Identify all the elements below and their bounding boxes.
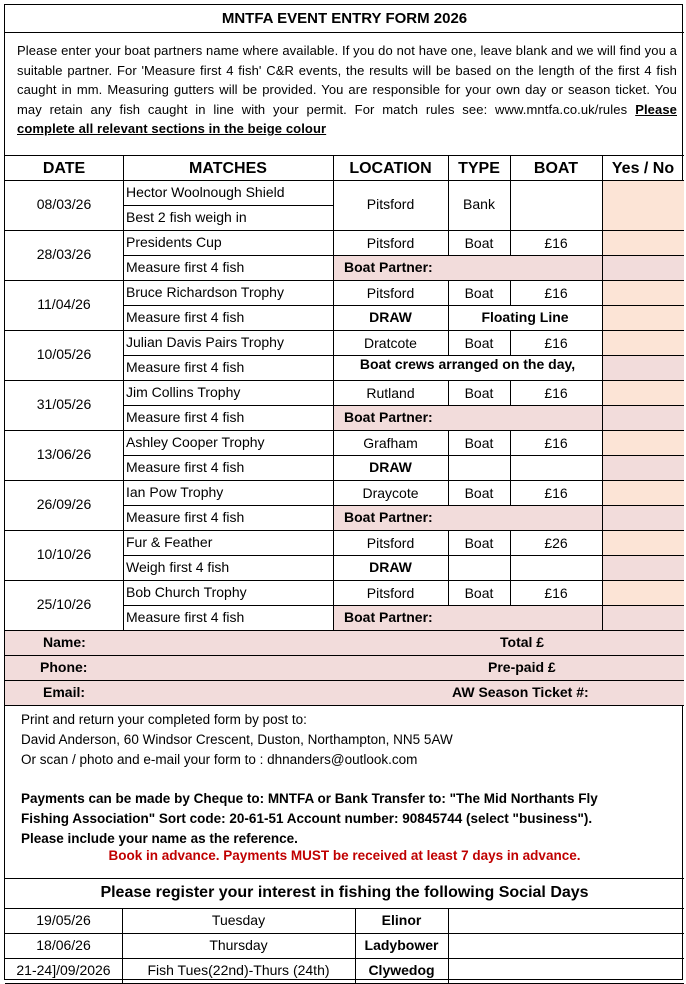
divider <box>123 280 124 330</box>
divider <box>5 430 684 431</box>
divider <box>448 155 449 180</box>
floating-line-label: Floating Line <box>481 309 569 325</box>
divider <box>333 280 334 330</box>
event-location: Rutland <box>366 385 415 401</box>
event-type: Boat <box>464 535 494 551</box>
divider <box>5 230 684 231</box>
divider <box>333 230 334 280</box>
crew-note: Boat crews arranged on the day, <box>359 356 576 372</box>
event-boat-price: £16 <box>544 335 568 351</box>
divider <box>602 155 603 180</box>
event-type: Boat <box>464 335 494 351</box>
event-boat-price: £16 <box>544 285 568 301</box>
divider <box>123 480 124 530</box>
divider <box>448 380 449 405</box>
event-format: Measure first 4 fish <box>126 259 245 275</box>
yes-no-cell[interactable] <box>603 281 684 305</box>
total-field[interactable]: Total £ <box>500 634 545 650</box>
divider <box>5 705 684 706</box>
yes-no-cell[interactable] <box>603 356 684 380</box>
divider <box>5 180 684 181</box>
draw-label: DRAW <box>369 559 412 575</box>
header-type: TYPE <box>458 160 500 177</box>
event-date: 28/03/26 <box>36 246 92 262</box>
divider <box>123 530 124 580</box>
payment-warning: Book in advance. Payments MUST be received at least 7 days in advance. <box>108 848 581 863</box>
social-venue: Clywedog <box>368 962 435 978</box>
event-date: 31/05/26 <box>36 396 92 412</box>
divider <box>123 305 684 306</box>
divider <box>333 180 334 230</box>
name-field[interactable]: Name: <box>43 634 86 650</box>
divider <box>355 958 356 983</box>
boat-partner-label: Boat Partner: <box>344 609 433 625</box>
event-name: Ian Pow Trophy <box>126 484 224 500</box>
divider <box>5 32 684 33</box>
divider <box>602 380 603 430</box>
divider <box>510 530 511 580</box>
divider <box>5 630 684 631</box>
event-name: Hector Woolnough Shield <box>126 184 285 200</box>
social-venue: Ladybower <box>364 937 439 953</box>
event-location: Pitsford <box>366 535 415 551</box>
divider <box>510 180 511 230</box>
social-day: Tuesday <box>211 912 266 928</box>
event-format: Measure first 4 fish <box>126 509 245 525</box>
divider <box>602 180 603 230</box>
event-format: Measure first 4 fish <box>126 609 245 625</box>
event-boat-price: £16 <box>544 235 568 251</box>
divider <box>122 933 123 958</box>
event-location: Pitsford <box>366 585 415 601</box>
divider <box>333 580 334 630</box>
event-date: 10/10/26 <box>36 546 92 562</box>
postal-instructions <box>21 710 453 770</box>
divider <box>333 530 334 580</box>
divider <box>602 430 603 480</box>
event-name: Julian Davis Pairs Trophy <box>126 334 284 350</box>
event-location: Pitsford <box>366 285 415 301</box>
divider <box>448 280 449 330</box>
divider <box>602 480 603 530</box>
event-boat-price: £16 <box>544 585 568 601</box>
entry-form <box>4 4 683 980</box>
event-name: Ashley Cooper Trophy <box>126 434 265 450</box>
divider <box>123 355 684 356</box>
divider <box>510 380 511 405</box>
divider <box>602 580 603 630</box>
yes-no-cell[interactable] <box>603 581 684 605</box>
divider <box>5 480 684 481</box>
divider <box>123 205 333 206</box>
divider <box>5 530 684 531</box>
form-title: MNTFA EVENT ENTRY FORM 2026 <box>221 10 468 27</box>
yes-no-cell[interactable] <box>603 381 684 405</box>
social-interest-cell[interactable] <box>449 959 683 983</box>
header-boat: BOAT <box>533 160 579 177</box>
event-name: Jim Collins Trophy <box>126 384 241 400</box>
event-type: Boat <box>464 235 494 251</box>
event-location: Dratcote <box>364 335 417 351</box>
yes-no-cell[interactable] <box>603 331 684 355</box>
event-date: 26/09/26 <box>36 496 92 512</box>
divider <box>5 680 684 681</box>
divider <box>448 933 449 958</box>
event-location: Pitsford <box>366 235 415 251</box>
header-matches: MATCHES <box>189 160 267 177</box>
header-yes-no: Yes / No <box>611 160 675 177</box>
yes-no-cell[interactable] <box>603 181 684 230</box>
divider <box>5 380 684 381</box>
boat-partner-label: Boat Partner: <box>344 259 433 275</box>
divider <box>123 405 684 406</box>
event-format: Measure first 4 fish <box>126 309 245 325</box>
divider <box>123 555 684 556</box>
divider <box>122 908 123 933</box>
divider <box>123 230 124 280</box>
event-date: 10/05/26 <box>36 346 92 362</box>
event-date: 08/03/26 <box>36 196 92 212</box>
header-location: LOCATION <box>349 160 432 177</box>
event-format: Weigh first 4 fish <box>126 559 230 575</box>
divider <box>123 505 684 506</box>
event-location: Grafham <box>363 435 418 451</box>
payment-line: Please include your name as the reference. <box>21 831 298 846</box>
email-instruction: Or scan / photo and e-mail your form to : dhnanders@outlook.com <box>21 752 418 767</box>
payment-line: Fishing Association" Sort code: 20-61-51 Account number: 90845744 (select "business"). <box>21 811 593 826</box>
yes-no-cell[interactable] <box>603 431 684 455</box>
event-boat-price: £16 <box>544 485 568 501</box>
event-name: Fur & Feather <box>126 534 213 550</box>
divider <box>448 530 449 580</box>
prepaid-field[interactable]: Pre-paid £ <box>488 659 556 675</box>
divider <box>355 908 356 933</box>
event-date: 25/10/26 <box>36 596 92 612</box>
divider <box>448 958 449 983</box>
yes-no-cell[interactable] <box>603 231 684 255</box>
divider <box>448 330 449 355</box>
payment-line: Payments can be made by Cheque to: MNTFA or Bank Transfer to: "The Mid Northants Fly <box>21 791 598 806</box>
social-day: Thursday <box>209 937 268 953</box>
event-type: Boat <box>464 585 494 601</box>
intro-paragraph: Please enter your boat partners name where available. If you do not have one, leave blank and we will find you a suitable partner. For 'Measure first 4 fish' C&R events, the results will be based on the length of the first 4 fish caught in mm. Measuring gutters will be provided. You are responsible for your own day or season ticket. You may retain any fish caught in line with your permit. For match rules see: www.mntfa.co.uk/rules <box>17 43 677 117</box>
divider <box>123 180 124 230</box>
social-interest-cell[interactable] <box>449 909 683 933</box>
social-venue: Elinor <box>381 912 422 928</box>
event-location: Draycote <box>362 485 419 501</box>
divider <box>448 480 449 505</box>
event-name: Bob Church Trophy <box>126 584 247 600</box>
divider <box>123 155 124 180</box>
social-interest-cell[interactable] <box>449 934 683 958</box>
boat-partner-label: Boat Partner: <box>344 509 433 525</box>
divider <box>123 430 124 480</box>
event-type: Bank <box>463 196 495 212</box>
social-date: 21-24]/09/2026 <box>16 962 111 978</box>
divider <box>123 455 684 456</box>
divider <box>510 430 511 480</box>
divider <box>333 330 334 380</box>
event-name: Presidents Cup <box>126 234 222 250</box>
instruction-text: Please complete all relevant sections in the beige colour <box>17 101 677 136</box>
divider <box>448 230 449 255</box>
season-ticket-field[interactable]: AW Season Ticket #: <box>452 684 589 700</box>
divider <box>510 580 511 605</box>
divider <box>5 655 684 656</box>
event-boat-price: £16 <box>544 435 568 451</box>
divider <box>333 480 334 530</box>
yes-no-cell[interactable] <box>603 456 684 480</box>
event-boat-price: £26 <box>544 535 568 551</box>
divider <box>123 380 124 430</box>
divider <box>448 430 449 480</box>
yes-no-cell[interactable] <box>603 306 684 330</box>
postal-line: Print and return your completed form by post to: <box>21 712 307 727</box>
event-format: Best 2 fish weigh in <box>126 209 247 225</box>
divider <box>448 580 449 605</box>
draw-label: DRAW <box>369 459 412 475</box>
divider <box>510 280 511 305</box>
divider <box>602 280 603 330</box>
yes-no-cell[interactable] <box>603 556 684 580</box>
event-type: Boat <box>464 385 494 401</box>
divider <box>5 580 684 581</box>
event-date: 11/04/26 <box>37 296 91 312</box>
social-heading: Please register your interest in fishing the following Social Days <box>100 884 589 901</box>
event-boat-price: £16 <box>544 385 568 401</box>
postal-address: David Anderson, 60 Windsor Crescent, Duston, Northampton, NN5 5AW <box>21 732 453 747</box>
header-date: DATE <box>42 160 86 177</box>
event-type: Boat <box>464 435 494 451</box>
phone-field[interactable]: Phone: <box>40 659 88 675</box>
divider <box>602 330 603 380</box>
payment-instructions <box>21 789 598 849</box>
divider <box>123 330 124 380</box>
divider <box>510 330 511 355</box>
divider <box>510 480 511 505</box>
yes-no-cell[interactable] <box>603 481 684 505</box>
yes-no-cell[interactable] <box>603 531 684 555</box>
social-date: 18/06/26 <box>36 937 91 953</box>
divider <box>602 530 603 580</box>
divider <box>510 230 511 255</box>
divider <box>448 180 449 230</box>
intro-text <box>17 41 677 139</box>
divider <box>602 230 603 280</box>
divider <box>5 280 684 281</box>
boat-partner-label: Boat Partner: <box>344 409 433 425</box>
event-type: Boat <box>464 485 494 501</box>
event-name: Bruce Richardson Trophy <box>126 284 284 300</box>
social-date: 19/05/26 <box>36 912 91 928</box>
event-location: Pitsford <box>366 196 415 212</box>
email-field[interactable]: Email: <box>43 684 86 700</box>
event-format: Measure first 4 fish <box>126 459 245 475</box>
divider <box>510 155 511 180</box>
divider <box>333 430 334 480</box>
social-day: Fish Tues(22nd)-Thurs (24th) <box>147 962 330 978</box>
divider <box>333 380 334 430</box>
divider <box>355 933 356 958</box>
divider <box>123 580 124 630</box>
event-format: Measure first 4 fish <box>126 409 245 425</box>
divider <box>122 958 123 983</box>
divider <box>5 330 684 331</box>
event-type: Boat <box>464 285 494 301</box>
divider <box>123 605 684 606</box>
event-format: Measure first 4 fish <box>126 359 245 375</box>
draw-label: DRAW <box>369 309 412 325</box>
divider <box>123 255 684 256</box>
event-date: 13/06/26 <box>36 446 92 462</box>
divider <box>5 878 684 879</box>
divider <box>448 908 449 933</box>
divider <box>333 155 334 180</box>
